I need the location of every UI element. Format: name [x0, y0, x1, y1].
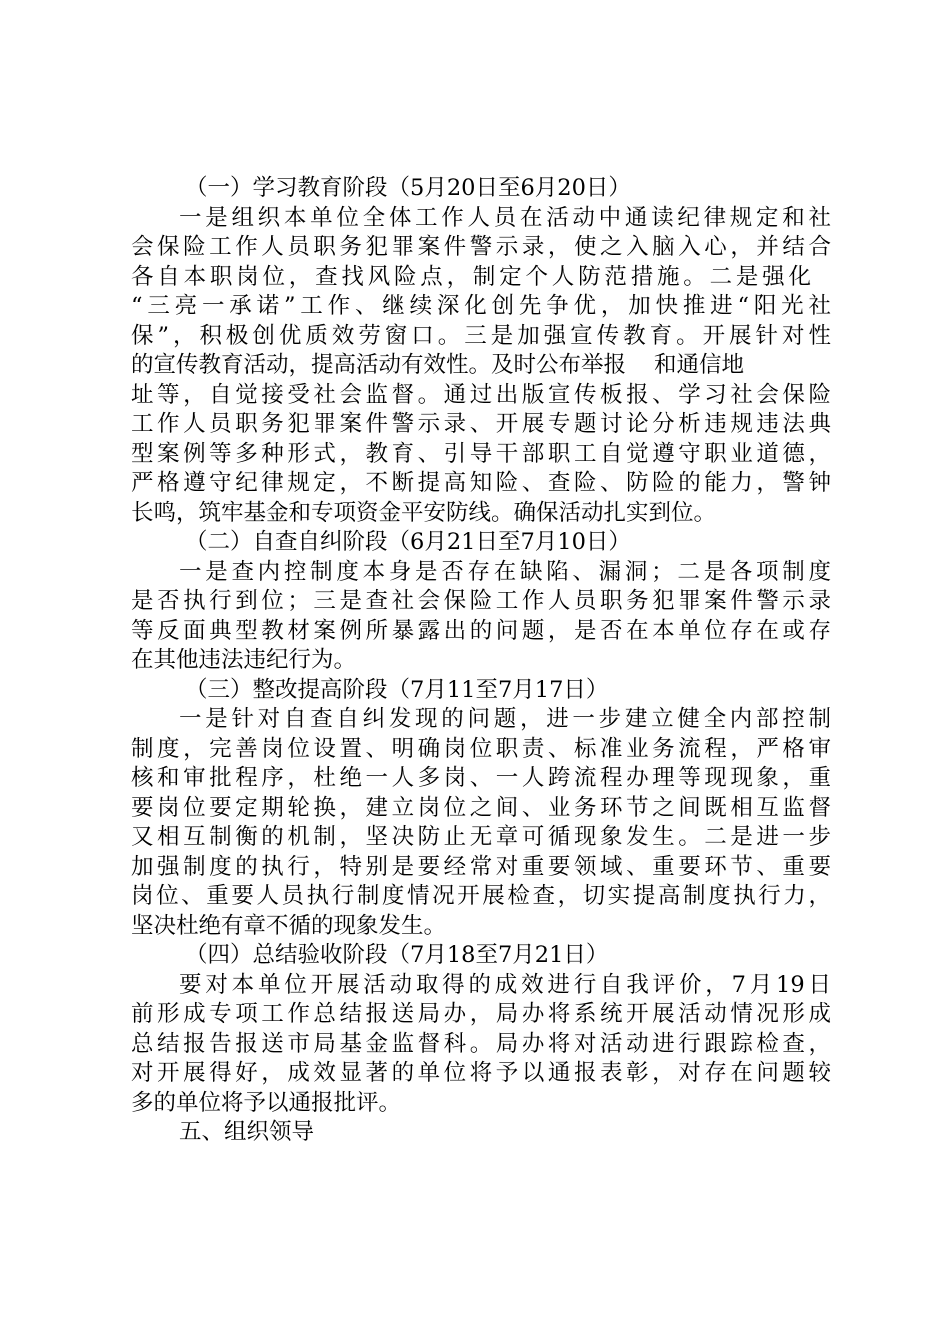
section-heading-4: （四）总结验收阶段（7月18至7月21日） — [185, 942, 609, 968]
section-heading-5: 五、组织领导 — [179, 1119, 315, 1145]
paragraph-line: 又相互制衡的机制，坚决防止无章可循现象发生。二是进一步 — [131, 824, 831, 850]
paragraph-line: 是否执行到位；三是查社会保险工作人员职务犯罪案件警示录 — [131, 588, 831, 614]
paragraph-line — [131, 351, 831, 381]
paragraph-line: 严格遵守纪律规定，不断提高知险、查险、防险的能力，警钟 — [131, 470, 831, 496]
paragraph-line: 坚决杜绝有章不循的现象发生。 — [131, 912, 447, 939]
section-heading-2: （二）自查自纠阶段（6月21日至7月10日） — [185, 529, 631, 555]
paragraph-line: 会保险工作人员职务犯罪案件警示录，使之入脑入心，并结合 — [131, 234, 831, 260]
paragraph-text-tail: 和通信地 — [654, 352, 745, 378]
paragraph-line: 核和审批程序，杜绝一人多岗、一人跨流程办理等现现象，重 — [131, 765, 831, 791]
document-body — [131, 174, 831, 1148]
paragraph-text: 的宣传教育活动，提高活动有效性。及时公布举报 — [131, 352, 627, 378]
paragraph-line: 长鸣，筑牢基金和专项资金平安防线。确保活动扎实到位。 — [131, 499, 717, 526]
paragraph-line: 要对本单位开展活动取得的成效进行自我评价，7月19日 — [179, 971, 831, 998]
paragraph-line: 前形成专项工作总结报送局办，局办将系统开展活动情况形成 — [131, 1001, 831, 1027]
paragraph-line: 要岗位要定期轮换，建立岗位之间、业务环节之间既相互监督 — [131, 794, 831, 821]
paragraph-line: 各自本职岗位，查找风险点，制定个人防范措施。二是强化 — [131, 263, 811, 290]
paragraph-line: 岗位、重要人员执行制度情况开展检查，切实提高制度执行力， — [131, 883, 831, 909]
paragraph-line: 保”，积极创优质效劳窗口。三是加强宣传教育。开展针对性 — [131, 322, 831, 349]
paragraph-line: 一是组织本单位全体工作人员在活动中通读纪律规定和社 — [179, 204, 831, 231]
paragraph-line: 一是针对自查自纠发现的问题，进一步建立健全内部控制 — [179, 706, 831, 732]
paragraph-line: 多的单位将予以通报批评。 — [131, 1089, 402, 1116]
paragraph-line: 对开展得好，成效显著的单位将予以通报表彰，对存在问题较 — [131, 1060, 831, 1086]
paragraph-line: 工作人员职务犯罪案件警示录、开展专题讨论分析违规违法典 — [131, 411, 831, 437]
paragraph-line: 等反面典型教材案例所暴露出的问题，是否在本单位存在或存 — [131, 617, 831, 644]
section-heading-1: （一）学习教育阶段（5月20日至6月20日） — [185, 175, 631, 201]
paragraph-line: 总结报告报送市局基金监督科。局办将对活动进行跟踪检查， — [131, 1030, 831, 1057]
paragraph-line: 型案例等多种形式，教育、引导干部职工自觉遵守职业道德， — [131, 440, 831, 467]
paragraph-line: 加强制度的执行，特别是要经常对重要领域、重要环节、重要 — [131, 853, 831, 880]
paragraph-line: 址等，自觉接受社会监督。通过出版宣传板报、学习社会保险 — [131, 381, 831, 408]
paragraph-line: 在其他违法违纪行为。 — [131, 647, 357, 673]
paragraph-line: “三亮一承诺”工作、继续深化创先争优，加快推进“阳光社 — [131, 293, 831, 319]
paragraph-line: 制度，完善岗位设置、明确岗位职责、标准业务流程，严格审 — [131, 735, 831, 762]
section-heading-3: （三）整改提高阶段（7月11至7月17日） — [185, 676, 609, 703]
paragraph-line: 一是查内控制度本身是否存在缺陷、漏洞；二是各项制度 — [179, 558, 831, 585]
